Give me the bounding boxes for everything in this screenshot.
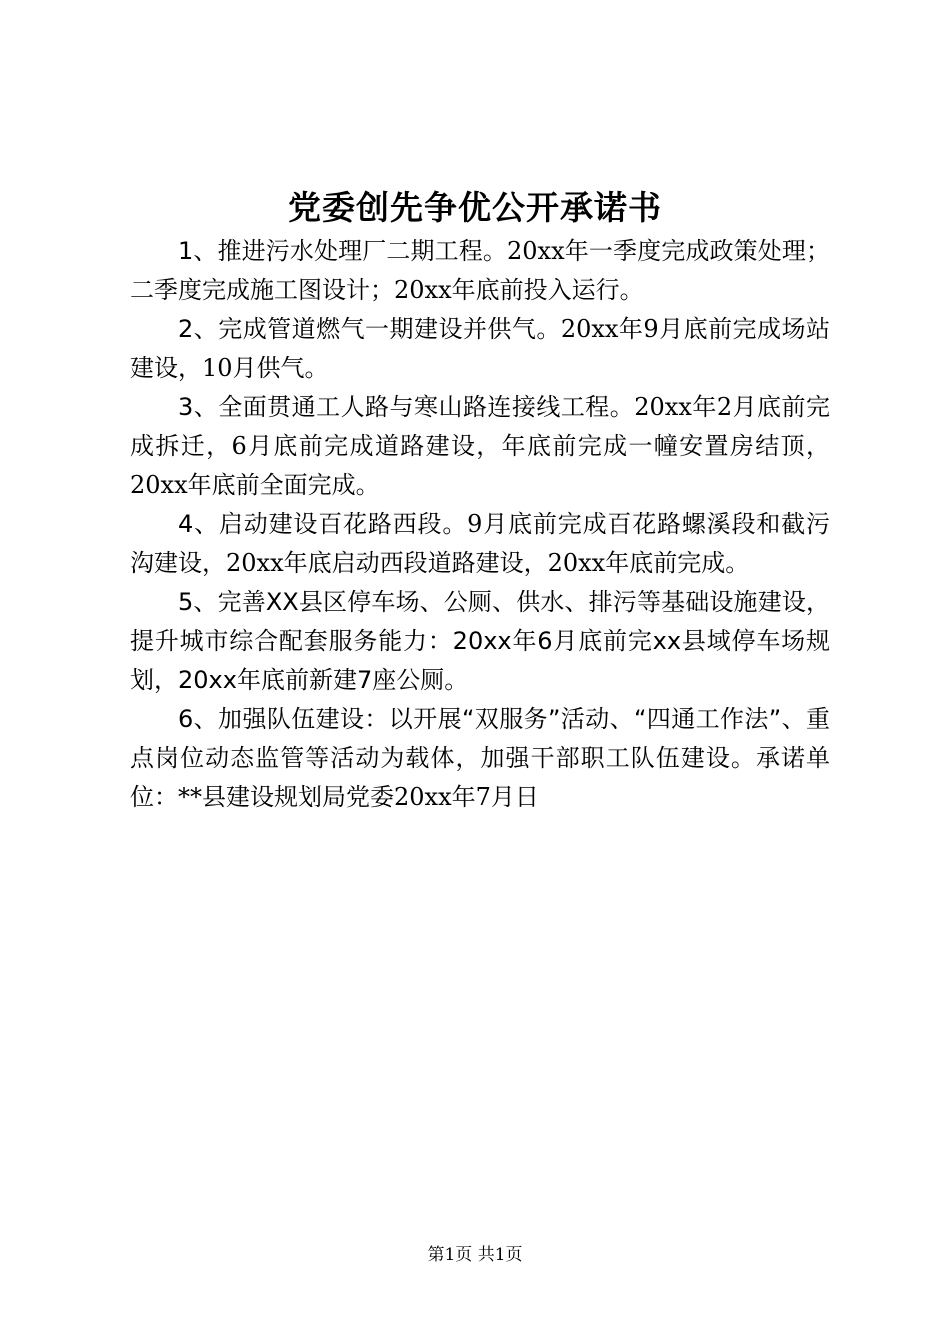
commitment-item-heading: 5、完善XX县区停车场、公厕、供水、排污等基础设施建设，提升城市综合配套服务能力：20xx年6月底前完xx县域停车场规划，20xx年底前新建7座公厕。 xyxy=(130,588,830,694)
commitment-item-detail: 20xx年9月底前完成场站建设，10月供气。 xyxy=(130,315,830,382)
commitment-item-detail: 9月底前完成百花路螺溪段和截污沟建设，20xx年底启动西段道路建设，20xx年底前完成。 xyxy=(130,510,830,577)
commitment-item-detail: 20xx年一季度完成政策处理；二季度完成施工图设计；20xx年底前投入运行。 xyxy=(130,237,830,304)
commitment-item-4 xyxy=(130,505,830,583)
commitment-item-heading: 3、全面贯通工人路与寒山路连接线工程。 xyxy=(178,393,635,421)
commitment-item-3 xyxy=(130,388,830,505)
commitment-item-heading: 4、启动建设百花路西段。 xyxy=(178,510,468,538)
commitment-signature: 承诺单位：**县建设规划局党委20xx年7月日 xyxy=(130,744,831,811)
document-body xyxy=(130,232,830,817)
commitment-item-1 xyxy=(130,232,830,310)
commitment-item-5 xyxy=(130,583,830,700)
commitment-item-heading: 2、完成管道燃气一期建设并供气。 xyxy=(178,315,561,343)
commitment-item-heading: 1、推进污水处理厂二期工程。 xyxy=(178,237,508,265)
document-title: 党委创先争优公开承诺书 xyxy=(288,188,662,227)
commitment-item-6 xyxy=(130,700,830,817)
commitment-item-2 xyxy=(130,310,830,388)
page-number-footer: 第1页 共1页 xyxy=(427,1245,523,1265)
commitment-item-detail: 20xx年2月底前完成拆迁，6月底前完成道路建设，年底前完成一幢安置房结顶，20xx年底前全面完成。 xyxy=(130,393,830,499)
commitment-item-heading: 6、加强队伍建设：以开展“双服务”活动、“四通工作法”、重点岗位动态监管等活动为载体，加强干部职工队伍建设。 xyxy=(130,705,830,772)
